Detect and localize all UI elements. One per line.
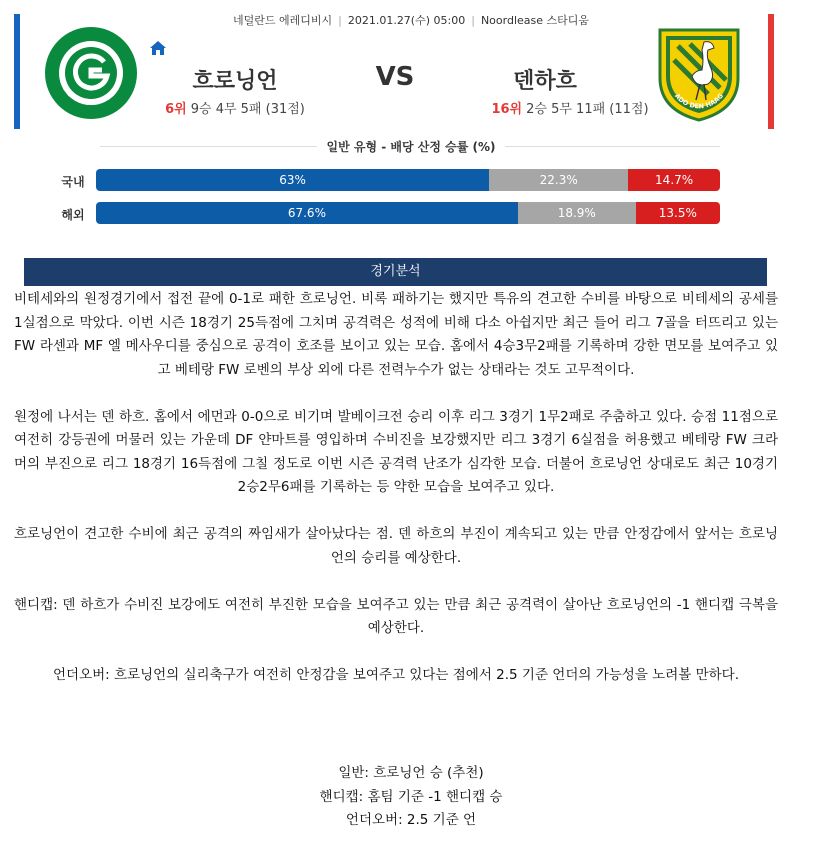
analysis-paragraph: 비테세와의 원정경기에서 접전 끝에 0-1로 패한 흐로닝언. 비록 패하기는 했지만 특유의 견고한 수비를 바탕으로 비테세의 공세를 1실점으로 막았다. 이번 시즌 18경기 25득점에 그치며 공격력은 성적에 비해 다소 아쉽지만 최근 들어 리그 7골을 터뜨리고 있는 FW 라센과 MF 엘 메사우디를 중심으로 공격이 호조를 보이고 있는 모습. 홈에서 4승3무2패를 기록하며 강한 면모를 보여주고 있고 베테랑 FW 로벤의 부상 외에 다른 전력누수가 없는 상태라는 것도 고무적이다. <box>14 291 778 378</box>
home-accent-bar <box>14 14 20 129</box>
analysis-body <box>14 288 778 711</box>
analysis-paragraph: 흐로닝언이 견고한 수비에 최근 공격의 짜임새가 살아났다는 점. 덴 하흐의 부진이 계속되고 있는 만큼 안정감에서 앞서는 흐로닝언의 승리를 예상한다. <box>14 526 778 566</box>
home-team-logo <box>44 26 138 120</box>
analysis-paragraph: 원정에 나서는 덴 하흐. 홈에서 에먼과 0-0으로 비기며 발베이크전 승리 이후 리그 3경기 1무2패로 주춤하고 있다. 승점 11점으로 여전히 강등권에 머물러 있는 가운데 DF 얀마트를 영입하며 수비진을 보강했지만 리그 3경기 6실점을 허용했고 베테랑 FW 크라머의 부진으로 리그 18경기 16득점에 그칠 정도로 이번 시즌 공격력 난조가 심각한 모습. 더불어 흐로닝언 상대로도 최근 10경기 2승2무6패를 기록하는 등 약한 모습을 보여주고 있다. <box>14 408 778 495</box>
prob-lose-segment: 14.7% <box>628 169 720 191</box>
match-datetime: 2021.01.27(수) 05:00 <box>347 14 466 27</box>
away-record-text: 2승 5무 11패 (11점) <box>526 102 649 117</box>
home-icon <box>149 40 167 56</box>
svg-text:ADO DEN HAAG: ADO DEN HAAG <box>672 91 726 111</box>
svg-text:FC GRONINGEN: FC GRONINGEN <box>61 84 121 108</box>
prob-bar-domestic <box>96 169 720 191</box>
home-team-name: 흐로닝언 <box>192 69 278 94</box>
home-record-text: 9승 4무 5패 (31점) <box>190 102 305 117</box>
prob-win-segment: 67.6% <box>96 202 518 224</box>
pick-general: 일반: 흐로닝언 승 (추천) <box>338 765 484 781</box>
prob-draw-segment: 22.3% <box>489 169 628 191</box>
league-name: 네덜란드 에레디비시 <box>232 14 333 27</box>
pick-handicap: 핸디캡: 홈팀 기준 -1 핸디캡 승 <box>319 788 503 805</box>
analysis-paragraph: 핸디캡: 덴 하흐가 수비진 보강에도 여전히 부진한 모습을 보여주고 있는 만큼 최근 공격력이 살아난 흐로닝언의 -1 핸디캡 극복을 예상한다. <box>14 596 778 636</box>
prob-win-segment: 63% <box>96 169 489 191</box>
analysis-paragraph: 언더오버: 흐로닝언의 실리축구가 여전히 안정감을 보여주고 있다는 점에서 2.5 기준 언더의 가능성을 노려볼 만하다. <box>53 667 739 683</box>
analysis-header: 경기분석 <box>24 258 767 286</box>
match-info: 네덜란드 에레디비시 | 2021.01.27(수) 05:00 | Noordlease 스타디움 <box>232 14 590 27</box>
away-team-name: 덴하흐 <box>513 69 577 94</box>
prob-bar-overseas <box>96 202 720 224</box>
home-team-record <box>150 98 320 117</box>
prediction-summary <box>0 762 822 833</box>
venue-name: Noordlease 스타디움 <box>480 14 590 27</box>
pick-overunder: 언더오버: 2.5 기준 언 <box>345 812 477 828</box>
prob-draw-segment: 18.9% <box>518 202 636 224</box>
away-team-logo <box>656 26 742 122</box>
home-rank: 6위 <box>165 102 187 117</box>
prob-lose-segment: 13.5% <box>636 202 720 224</box>
away-team-record <box>470 98 670 117</box>
prob-row-label-domestic: 국내 <box>61 175 85 189</box>
away-accent-bar <box>768 14 774 129</box>
prob-row-label-overseas: 해외 <box>61 208 85 222</box>
vs-label: VS <box>375 62 415 92</box>
probability-title: 일반 유형 - 배당 산정 승률 (%) <box>0 138 822 155</box>
away-rank: 16위 <box>491 102 523 117</box>
